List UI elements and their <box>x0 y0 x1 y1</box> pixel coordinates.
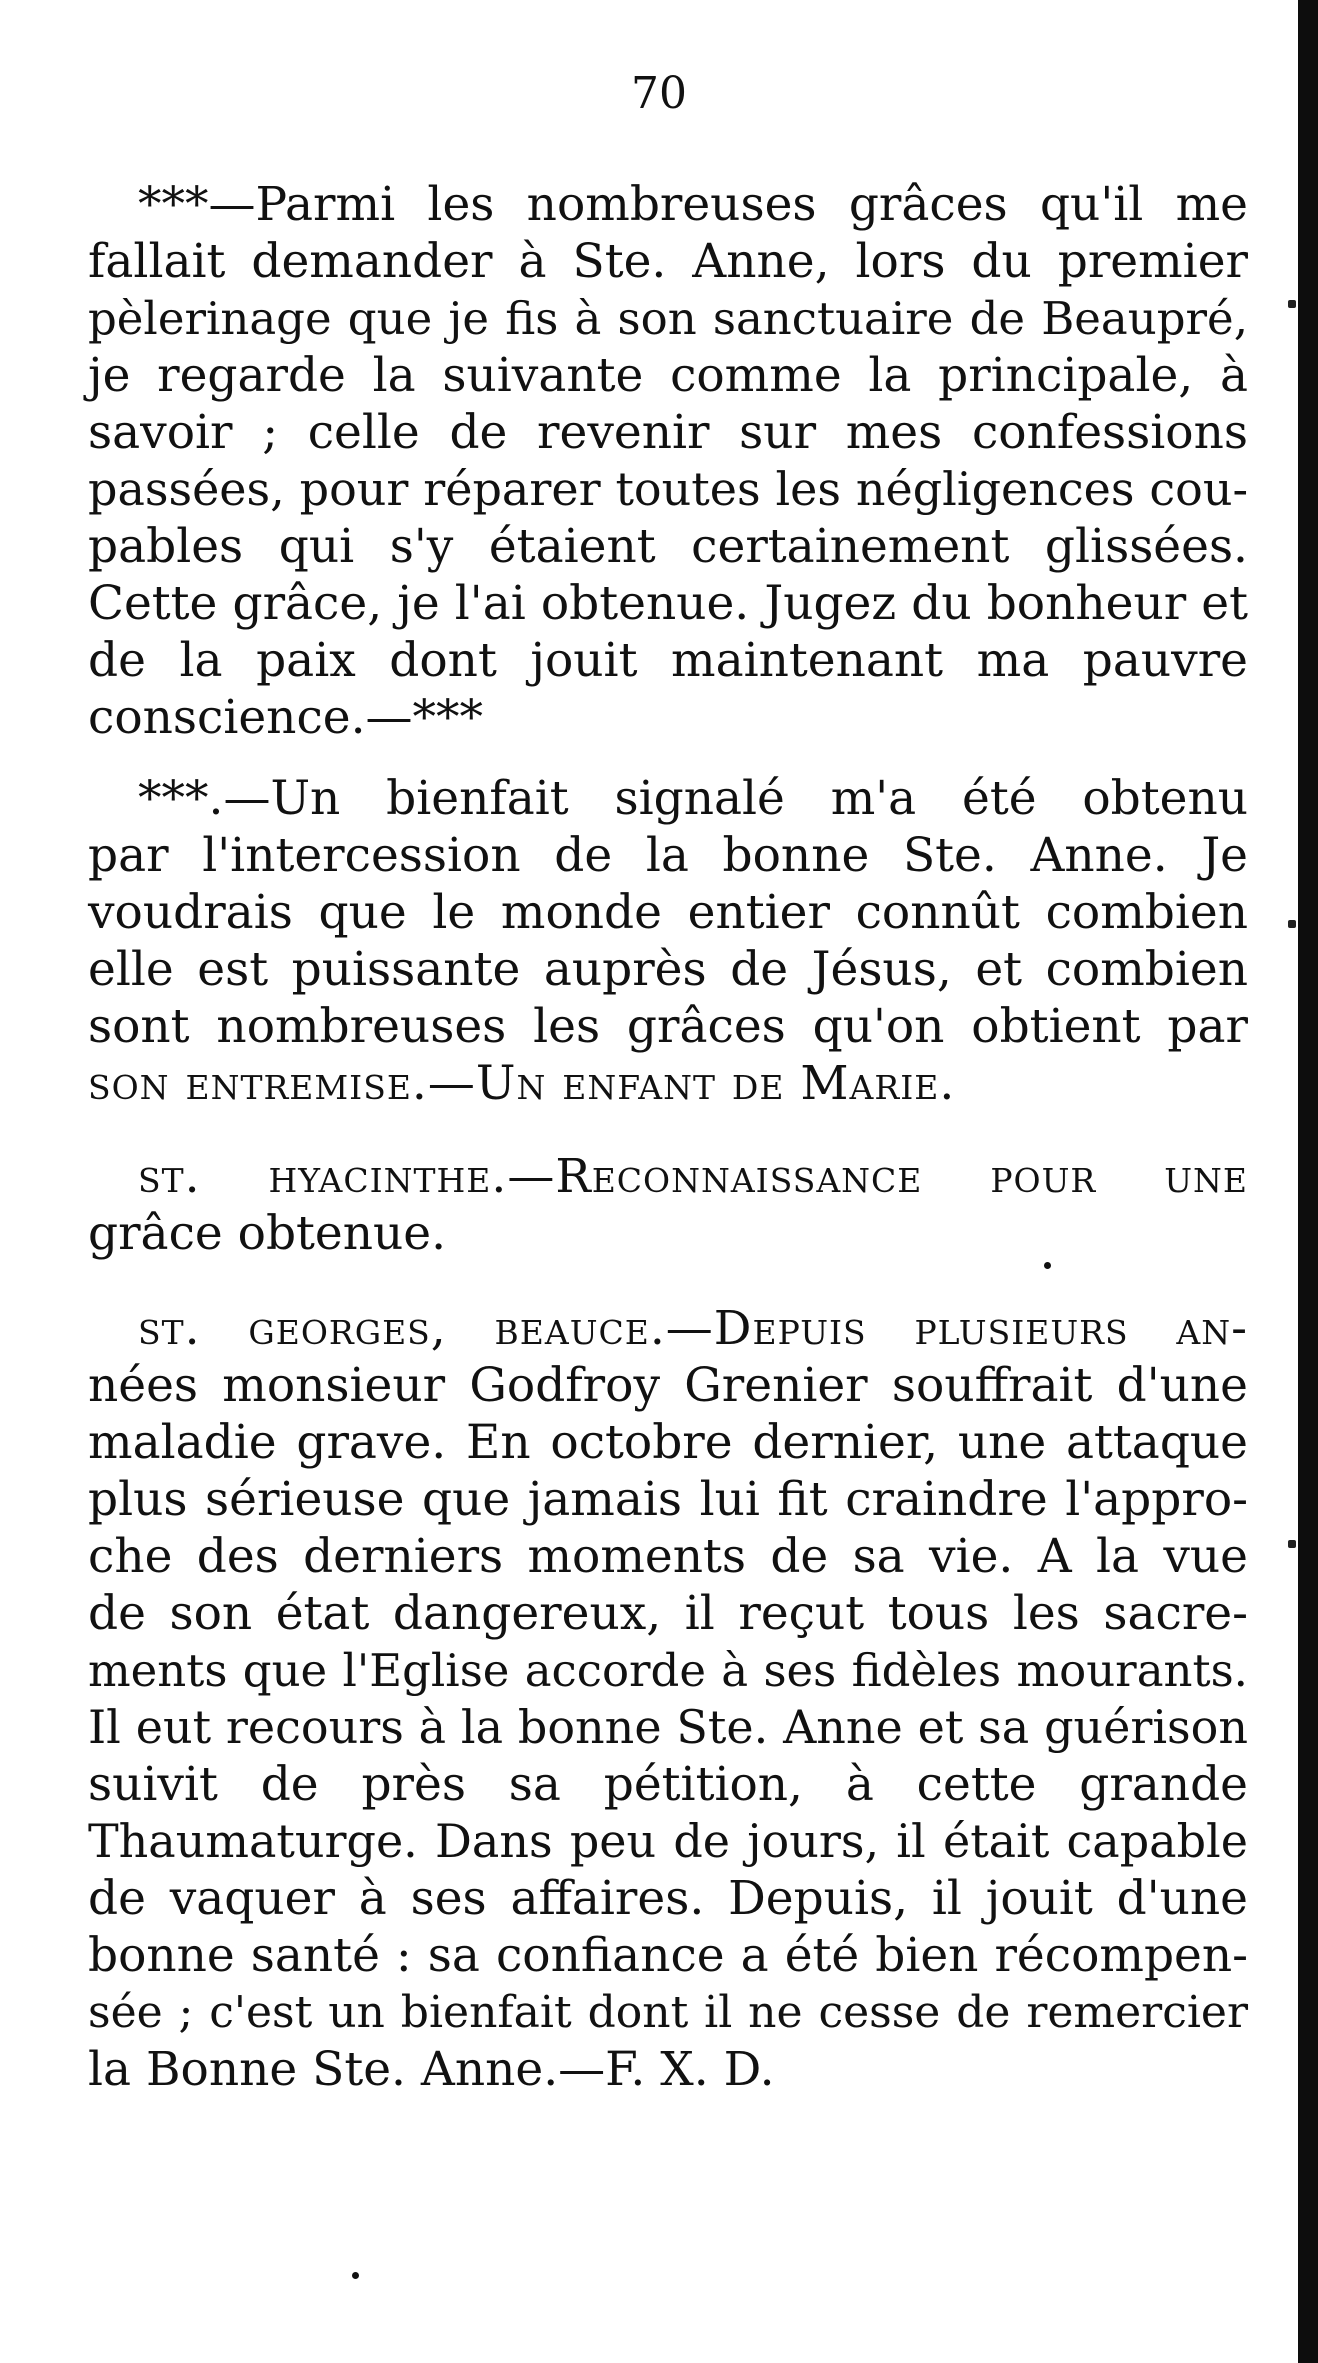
paragraph-line: de son état dangereux, il reçut tous les sacre- <box>88 1586 1248 1641</box>
paragraph-line: conscience.—*** <box>88 690 484 745</box>
scan-speck <box>1288 300 1296 308</box>
paragraph-line: bonne santé : sa confiance a été bien récompen- <box>88 1928 1248 1983</box>
paragraph-line: Il eut recours à la bonne Ste. Anne et sa guérison <box>88 1700 1248 1754</box>
paragraph-line: ments que l'Eglise accorde à ses fidèles mourants. <box>88 1644 1248 1697</box>
paragraph-3 <box>88 1148 1248 1262</box>
paragraph-2 <box>88 770 1248 1112</box>
paragraph-line: suivit de près sa pétition, à cette grande <box>88 1757 1248 1812</box>
paragraph-line: de vaquer à ses affaires. Depuis, il jouit d'une <box>88 1871 1248 1926</box>
paragraph-line: passées, pour réparer toutes les négligences cou- <box>88 462 1248 516</box>
paragraph-4 <box>88 1300 1248 2098</box>
paragraph-line: par l'intercession de la bonne Ste. Anne. Je <box>88 828 1248 883</box>
paragraph-line: pèlerinage que je fis à son sanctuaire de Beaupré, <box>88 292 1248 345</box>
paragraph-line: nées monsieur Godfroy Grenier souffrait d'une <box>88 1358 1248 1413</box>
scan-speck <box>1288 920 1296 928</box>
scan-speck <box>1288 1540 1296 1548</box>
paragraph-line: son entremise.—Un enfant de Marie. <box>88 1056 956 1111</box>
paragraph-line: savoir ; celle de revenir sur mes confessions <box>88 405 1248 460</box>
paragraph-line: ***—Parmi les nombreuses grâces qu'il me <box>138 177 1248 232</box>
paragraph-line: st. georges, beauce.—Depuis plusieurs an- <box>138 1301 1248 1356</box>
paragraph-line: plus sérieuse que jamais lui fit craindre l'appro- <box>88 1472 1248 1527</box>
paragraph-line: la Bonne Ste. Anne.—F. X. D. <box>88 2042 775 2097</box>
scan-speck <box>352 2272 359 2279</box>
paragraph-line: de la paix dont jouit maintenant ma pauvre <box>88 633 1248 688</box>
paragraph-line: fallait demander à Ste. Anne, lors du premier <box>88 234 1248 289</box>
paragraph-line: Thaumaturge. Dans peu de jours, il était capable <box>88 1814 1248 1868</box>
paragraph-line: pables qui s'y étaient certainement glissées. <box>88 519 1248 574</box>
paragraph-line: ***.—Un bienfait signalé m'a été obtenu <box>138 771 1248 826</box>
page-edge-shadow <box>1298 0 1318 2363</box>
paragraph-line: maladie grave. En octobre dernier, une attaque <box>88 1415 1248 1470</box>
paragraph-line: che des derniers moments de sa vie. A la vue <box>88 1529 1248 1584</box>
paragraph-line: je regarde la suivante comme la principale, à <box>88 348 1248 403</box>
scan-speck <box>1044 1262 1051 1269</box>
page-number: 70 <box>631 68 687 119</box>
paragraph-line: elle est puissante auprès de Jésus, et combien <box>88 942 1248 997</box>
paragraph-1 <box>88 176 1248 746</box>
paragraph-line: sée ; c'est un bienfait dont il ne cesse de remercier <box>88 1987 1248 2038</box>
paragraph-line: st. hyacinthe.—Reconnaissance pour une <box>138 1149 1248 1204</box>
paragraph-line: voudrais que le monde entier connût combien <box>88 885 1248 940</box>
paragraph-line: grâce obtenue. <box>88 1206 447 1261</box>
paragraph-line: sont nombreuses les grâces qu'on obtient par <box>88 999 1248 1054</box>
paragraph-line: Cette grâce, je l'ai obtenue. Jugez du bonheur et <box>88 576 1248 631</box>
